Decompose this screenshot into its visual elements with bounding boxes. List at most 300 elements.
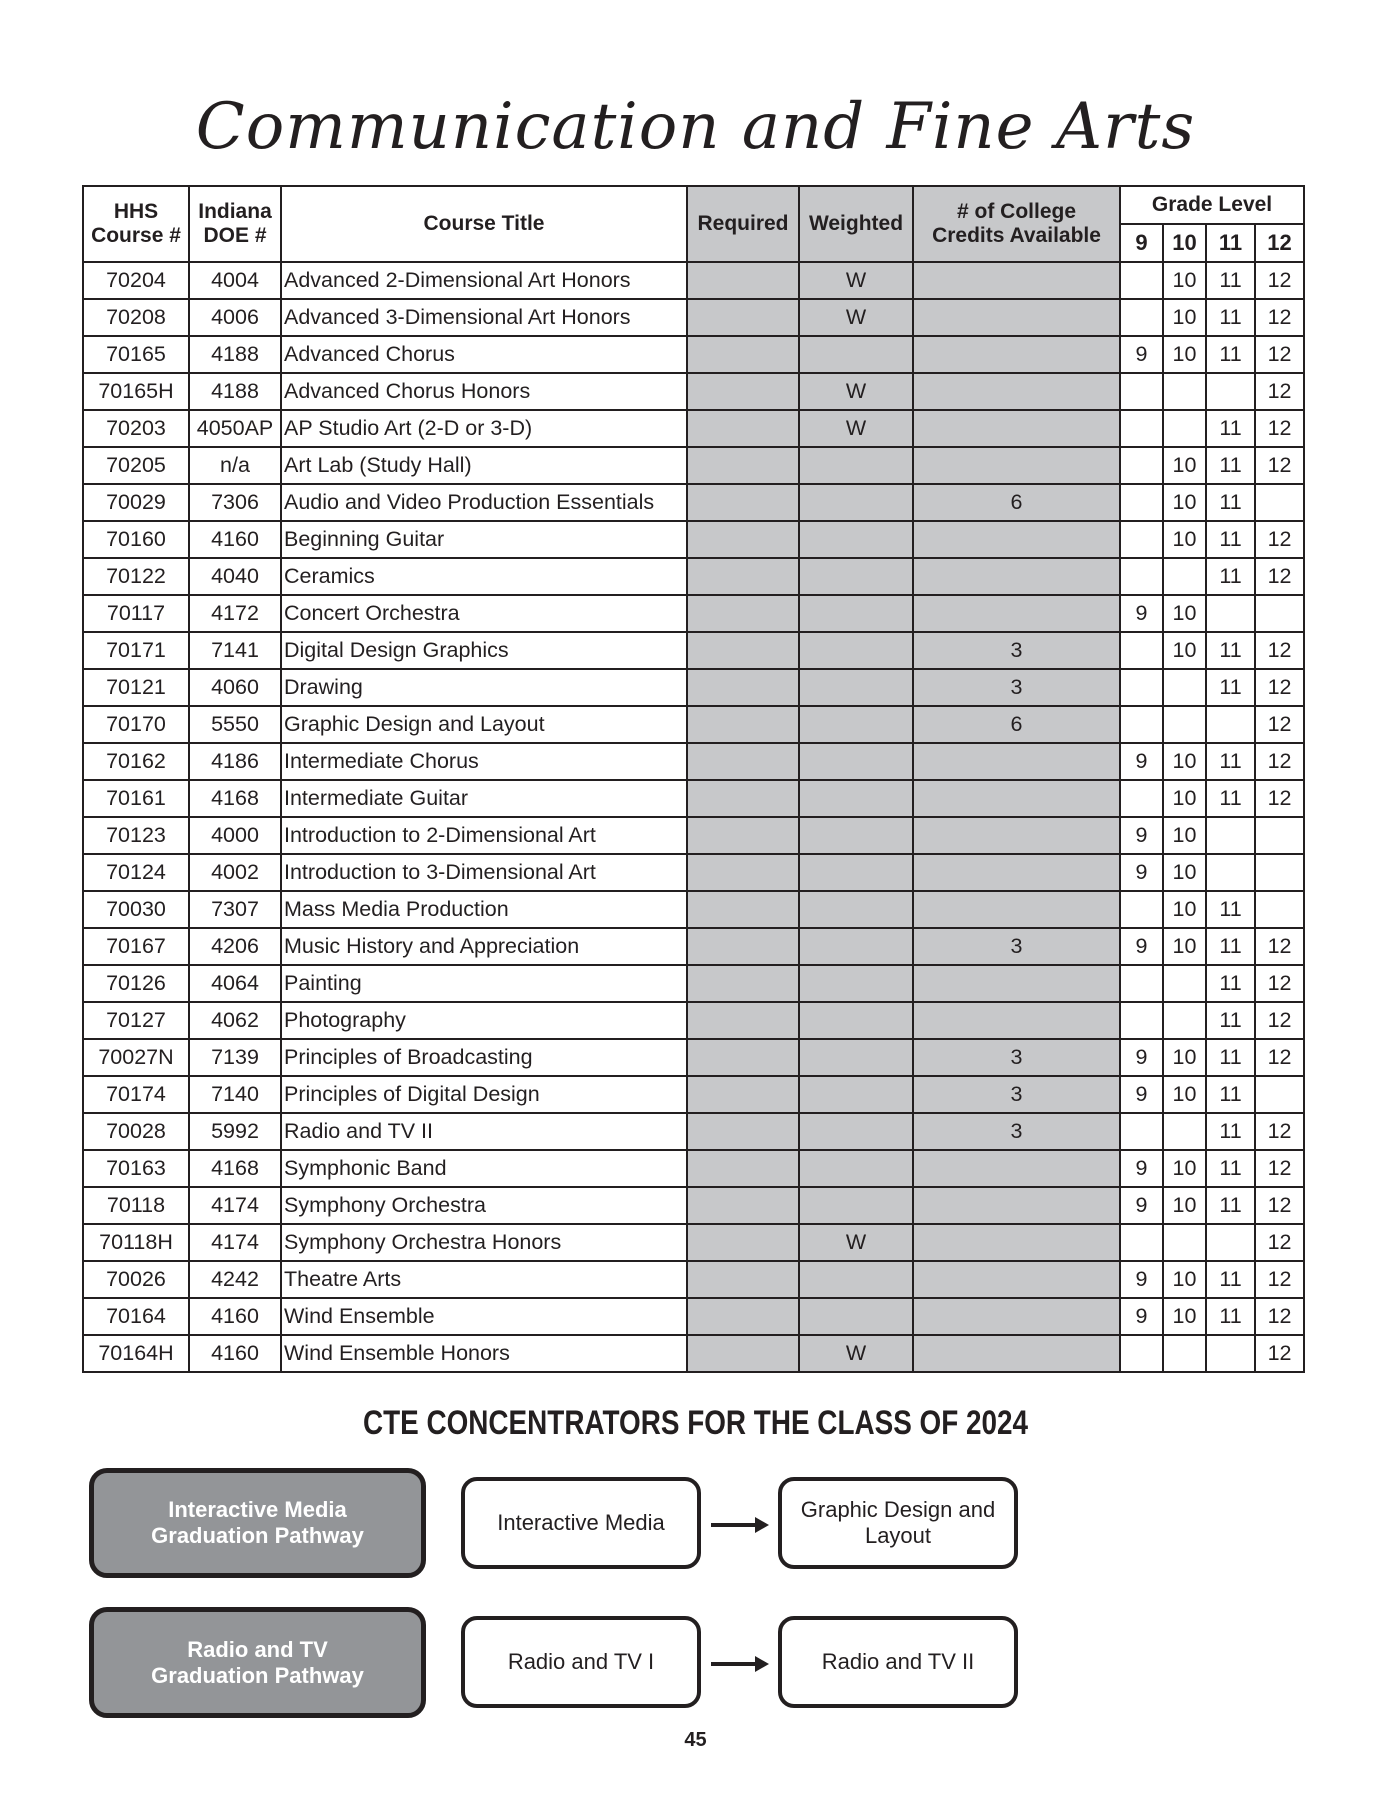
cell-grade-12: 12 bbox=[1255, 447, 1304, 484]
cell-grade-9: 9 bbox=[1120, 1261, 1163, 1298]
cell-grade-12: 12 bbox=[1255, 1335, 1304, 1372]
cell-grade-9: 9 bbox=[1120, 1187, 1163, 1224]
table-row bbox=[83, 484, 1304, 521]
cell-grade-10: 10 bbox=[1163, 336, 1206, 373]
cell-required bbox=[687, 484, 799, 521]
cell-hhs-course: 70118 bbox=[83, 1187, 189, 1224]
cell-grade-12: 12 bbox=[1255, 410, 1304, 447]
cell-course-title: Radio and TV II bbox=[281, 1113, 687, 1150]
cell-course-title: Symphonic Band bbox=[281, 1150, 687, 1187]
cell-grade-9 bbox=[1120, 262, 1163, 299]
cell-doe: 4000 bbox=[189, 817, 281, 854]
cell-required bbox=[687, 373, 799, 410]
cell-grade-10: 10 bbox=[1163, 928, 1206, 965]
cell-grade-11: 11 bbox=[1206, 521, 1255, 558]
cell-grade-12: 12 bbox=[1255, 669, 1304, 706]
cell-required bbox=[687, 558, 799, 595]
cell-grade-12: 12 bbox=[1255, 373, 1304, 410]
cell-weighted bbox=[799, 484, 913, 521]
cell-hhs-course: 70164 bbox=[83, 1298, 189, 1335]
pathway-label-line: Interactive Media bbox=[168, 1497, 347, 1522]
cell-hhs-course: 70161 bbox=[83, 780, 189, 817]
table-row bbox=[83, 1187, 1304, 1224]
cell-required bbox=[687, 410, 799, 447]
cell-doe: 4188 bbox=[189, 336, 281, 373]
cell-grade-9 bbox=[1120, 1002, 1163, 1039]
cell-credits bbox=[913, 965, 1120, 1002]
cell-doe: n/a bbox=[189, 447, 281, 484]
cell-grade-11: 11 bbox=[1206, 558, 1255, 595]
cell-hhs-course: 70167 bbox=[83, 928, 189, 965]
cell-grade-9 bbox=[1120, 1224, 1163, 1261]
cell-grade-11: 11 bbox=[1206, 1150, 1255, 1187]
cell-grade-11: 11 bbox=[1206, 262, 1255, 299]
cell-required bbox=[687, 299, 799, 336]
cell-grade-12: 12 bbox=[1255, 706, 1304, 743]
cell-course-title: Photography bbox=[281, 1002, 687, 1039]
cell-grade-12 bbox=[1255, 1076, 1304, 1113]
cell-credits bbox=[913, 410, 1120, 447]
cell-doe: 4050AP bbox=[189, 410, 281, 447]
cell-grade-10 bbox=[1163, 1224, 1206, 1261]
cell-course-title: Principles of Broadcasting bbox=[281, 1039, 687, 1076]
cell-course-title: Beginning Guitar bbox=[281, 521, 687, 558]
cell-weighted bbox=[799, 743, 913, 780]
cell-grade-12 bbox=[1255, 484, 1304, 521]
cell-weighted bbox=[799, 1298, 913, 1335]
cell-doe: 4040 bbox=[189, 558, 281, 595]
cell-doe: 4060 bbox=[189, 669, 281, 706]
cell-doe: 4064 bbox=[189, 965, 281, 1002]
table-row bbox=[83, 1335, 1304, 1372]
cell-weighted bbox=[799, 1039, 913, 1076]
course-box-graphic-design-layout bbox=[778, 1477, 1018, 1569]
cell-hhs-course: 70160 bbox=[83, 521, 189, 558]
cell-grade-10 bbox=[1163, 410, 1206, 447]
cell-credits: 3 bbox=[913, 1113, 1120, 1150]
cell-grade-11 bbox=[1206, 373, 1255, 410]
cell-hhs-course: 70205 bbox=[83, 447, 189, 484]
cte-section-title: CTE CONCENTRATORS FOR THE CLASS OF 2024 bbox=[362, 1404, 1029, 1442]
cell-required bbox=[687, 632, 799, 669]
cell-grade-11: 11 bbox=[1206, 1187, 1255, 1224]
cell-grade-11: 11 bbox=[1206, 410, 1255, 447]
cell-weighted bbox=[799, 1187, 913, 1224]
cell-grade-11: 11 bbox=[1206, 484, 1255, 521]
table-row bbox=[83, 1224, 1304, 1261]
table-row bbox=[83, 521, 1304, 558]
cell-doe: 4188 bbox=[189, 373, 281, 410]
header-line: # of College bbox=[956, 200, 1077, 223]
table-row bbox=[83, 817, 1304, 854]
cell-credits: 3 bbox=[913, 1076, 1120, 1113]
table-row bbox=[83, 780, 1304, 817]
cell-required bbox=[687, 1224, 799, 1261]
cell-doe: 7307 bbox=[189, 891, 281, 928]
table-row bbox=[83, 447, 1304, 484]
cell-grade-10 bbox=[1163, 1335, 1206, 1372]
header-grade-level: Grade Level bbox=[1120, 186, 1304, 224]
cell-weighted: W bbox=[799, 1224, 913, 1261]
cell-doe: 7306 bbox=[189, 484, 281, 521]
cell-course-title: Advanced Chorus bbox=[281, 336, 687, 373]
table-row bbox=[83, 1039, 1304, 1076]
cell-required bbox=[687, 1261, 799, 1298]
cell-course-title: Drawing bbox=[281, 669, 687, 706]
cell-course-title: Mass Media Production bbox=[281, 891, 687, 928]
cell-doe: 4242 bbox=[189, 1261, 281, 1298]
cell-grade-10: 10 bbox=[1163, 1039, 1206, 1076]
cell-weighted bbox=[799, 706, 913, 743]
pathway-box-radio-tv bbox=[89, 1607, 426, 1718]
table-row bbox=[83, 558, 1304, 595]
cell-required bbox=[687, 780, 799, 817]
header-credits bbox=[913, 186, 1120, 262]
course-box-label: Radio and TV I bbox=[507, 1649, 655, 1674]
cell-required bbox=[687, 1187, 799, 1224]
cell-weighted bbox=[799, 965, 913, 1002]
cell-doe: 4004 bbox=[189, 262, 281, 299]
cell-weighted bbox=[799, 891, 913, 928]
cell-grade-12: 12 bbox=[1255, 1298, 1304, 1335]
cell-weighted: W bbox=[799, 1335, 913, 1372]
table-row bbox=[83, 743, 1304, 780]
cell-grade-9 bbox=[1120, 484, 1163, 521]
cell-course-title: Intermediate Guitar bbox=[281, 780, 687, 817]
cell-course-title: Ceramics bbox=[281, 558, 687, 595]
course-box-interactive-media bbox=[461, 1477, 701, 1569]
cell-required bbox=[687, 928, 799, 965]
table-row bbox=[83, 1261, 1304, 1298]
cell-weighted bbox=[799, 928, 913, 965]
cell-credits: 6 bbox=[913, 484, 1120, 521]
cell-hhs-course: 70171 bbox=[83, 632, 189, 669]
cell-credits bbox=[913, 1187, 1120, 1224]
cell-grade-9 bbox=[1120, 299, 1163, 336]
cell-grade-12: 12 bbox=[1255, 780, 1304, 817]
header-grade-10: 10 bbox=[1163, 224, 1206, 262]
cell-credits bbox=[913, 817, 1120, 854]
cell-grade-10: 10 bbox=[1163, 743, 1206, 780]
header-grade-9: 9 bbox=[1120, 224, 1163, 262]
header-line: HHS bbox=[113, 200, 159, 223]
cell-grade-10: 10 bbox=[1163, 521, 1206, 558]
cell-required bbox=[687, 336, 799, 373]
table-row bbox=[83, 928, 1304, 965]
cell-grade-11: 11 bbox=[1206, 336, 1255, 373]
cell-grade-12: 12 bbox=[1255, 965, 1304, 1002]
cell-grade-9 bbox=[1120, 706, 1163, 743]
cell-doe: 4160 bbox=[189, 1298, 281, 1335]
cell-grade-11: 11 bbox=[1206, 1076, 1255, 1113]
cell-required bbox=[687, 891, 799, 928]
cell-grade-10: 10 bbox=[1163, 817, 1206, 854]
cell-weighted: W bbox=[799, 373, 913, 410]
cell-doe: 4168 bbox=[189, 1150, 281, 1187]
cell-credits bbox=[913, 1335, 1120, 1372]
cell-grade-10: 10 bbox=[1163, 854, 1206, 891]
cell-hhs-course: 70165H bbox=[83, 373, 189, 410]
cell-required bbox=[687, 1076, 799, 1113]
cell-course-title: Digital Design Graphics bbox=[281, 632, 687, 669]
cell-hhs-course: 70163 bbox=[83, 1150, 189, 1187]
cell-doe: 5550 bbox=[189, 706, 281, 743]
cell-grade-11: 11 bbox=[1206, 632, 1255, 669]
cell-doe: 7139 bbox=[189, 1039, 281, 1076]
cell-hhs-course: 70027N bbox=[83, 1039, 189, 1076]
cell-doe: 4062 bbox=[189, 1002, 281, 1039]
cell-credits bbox=[913, 447, 1120, 484]
table-row bbox=[83, 632, 1304, 669]
cell-credits bbox=[913, 1298, 1120, 1335]
cell-course-title: Advanced Chorus Honors bbox=[281, 373, 687, 410]
page-number: 45 bbox=[684, 1729, 707, 1751]
cell-weighted: W bbox=[799, 410, 913, 447]
cell-grade-11 bbox=[1206, 854, 1255, 891]
header-line: Indiana bbox=[198, 200, 272, 223]
cell-grade-10: 10 bbox=[1163, 891, 1206, 928]
cell-credits bbox=[913, 1261, 1120, 1298]
cell-grade-11: 11 bbox=[1206, 669, 1255, 706]
cell-grade-11: 11 bbox=[1206, 1261, 1255, 1298]
cell-doe: 4186 bbox=[189, 743, 281, 780]
cell-grade-9 bbox=[1120, 521, 1163, 558]
cell-credits bbox=[913, 1150, 1120, 1187]
cell-grade-10: 10 bbox=[1163, 1261, 1206, 1298]
cell-grade-11: 11 bbox=[1206, 1002, 1255, 1039]
cell-grade-10: 10 bbox=[1163, 1150, 1206, 1187]
cell-grade-9 bbox=[1120, 780, 1163, 817]
cell-course-title: Graphic Design and Layout bbox=[281, 706, 687, 743]
cell-grade-12 bbox=[1255, 817, 1304, 854]
cell-weighted bbox=[799, 595, 913, 632]
cell-grade-10 bbox=[1163, 669, 1206, 706]
header-hhs-course bbox=[83, 186, 189, 262]
cell-weighted bbox=[799, 558, 913, 595]
cell-credits bbox=[913, 743, 1120, 780]
cell-hhs-course: 70170 bbox=[83, 706, 189, 743]
cell-credits bbox=[913, 558, 1120, 595]
cell-required bbox=[687, 854, 799, 891]
cell-weighted bbox=[799, 1113, 913, 1150]
cell-grade-10 bbox=[1163, 1002, 1206, 1039]
cell-grade-10 bbox=[1163, 706, 1206, 743]
cell-weighted bbox=[799, 669, 913, 706]
cell-grade-11: 11 bbox=[1206, 447, 1255, 484]
cell-hhs-course: 70117 bbox=[83, 595, 189, 632]
cell-doe: 4168 bbox=[189, 780, 281, 817]
cell-required bbox=[687, 1113, 799, 1150]
table-row bbox=[83, 1150, 1304, 1187]
header-line: Course # bbox=[91, 224, 181, 247]
cell-required bbox=[687, 447, 799, 484]
course-table-body bbox=[83, 262, 1304, 1372]
table-row bbox=[83, 373, 1304, 410]
cell-course-title: Principles of Digital Design bbox=[281, 1076, 687, 1113]
cell-grade-10: 10 bbox=[1163, 262, 1206, 299]
cell-course-title: Audio and Video Production Essentials bbox=[281, 484, 687, 521]
cell-grade-9 bbox=[1120, 410, 1163, 447]
cell-course-title: Wind Ensemble Honors bbox=[281, 1335, 687, 1372]
cell-grade-11 bbox=[1206, 706, 1255, 743]
cell-grade-9 bbox=[1120, 558, 1163, 595]
cell-weighted: W bbox=[799, 299, 913, 336]
cell-course-title: AP Studio Art (2-D or 3-D) bbox=[281, 410, 687, 447]
header-required: Required bbox=[687, 186, 799, 262]
cell-doe: 5992 bbox=[189, 1113, 281, 1150]
cell-grade-11: 11 bbox=[1206, 891, 1255, 928]
cell-grade-9: 9 bbox=[1120, 1298, 1163, 1335]
page-title: Communication and Fine Arts bbox=[195, 90, 1196, 164]
cell-credits bbox=[913, 299, 1120, 336]
cell-grade-12 bbox=[1255, 891, 1304, 928]
cell-weighted: W bbox=[799, 262, 913, 299]
cell-doe: 4174 bbox=[189, 1224, 281, 1261]
table-row bbox=[83, 891, 1304, 928]
pathway-box-interactive-media bbox=[89, 1468, 426, 1578]
cell-grade-9 bbox=[1120, 373, 1163, 410]
cell-course-title: Advanced 2-Dimensional Art Honors bbox=[281, 262, 687, 299]
table-row bbox=[83, 1076, 1304, 1113]
cell-grade-10: 10 bbox=[1163, 1298, 1206, 1335]
cell-course-title: Symphony Orchestra Honors bbox=[281, 1224, 687, 1261]
cell-grade-9: 9 bbox=[1120, 1039, 1163, 1076]
cell-hhs-course: 70164H bbox=[83, 1335, 189, 1372]
cell-hhs-course: 70122 bbox=[83, 558, 189, 595]
cell-credits bbox=[913, 1002, 1120, 1039]
cell-grade-12: 12 bbox=[1255, 299, 1304, 336]
cell-grade-9 bbox=[1120, 1113, 1163, 1150]
course-box-radio-tv-1 bbox=[461, 1616, 701, 1708]
cell-grade-11 bbox=[1206, 1335, 1255, 1372]
cell-course-title: Introduction to 2-Dimensional Art bbox=[281, 817, 687, 854]
cell-course-title: Theatre Arts bbox=[281, 1261, 687, 1298]
cell-grade-9 bbox=[1120, 891, 1163, 928]
cell-grade-9 bbox=[1120, 965, 1163, 1002]
cell-grade-10 bbox=[1163, 965, 1206, 1002]
cell-weighted bbox=[799, 1002, 913, 1039]
cell-hhs-course: 70028 bbox=[83, 1113, 189, 1150]
cell-credits bbox=[913, 521, 1120, 558]
cell-grade-12: 12 bbox=[1255, 632, 1304, 669]
course-box-radio-tv-2 bbox=[778, 1616, 1018, 1708]
cell-grade-9: 9 bbox=[1120, 817, 1163, 854]
cell-hhs-course: 70123 bbox=[83, 817, 189, 854]
cell-doe: 4172 bbox=[189, 595, 281, 632]
cell-credits: 6 bbox=[913, 706, 1120, 743]
cell-grade-10: 10 bbox=[1163, 632, 1206, 669]
cell-grade-11: 11 bbox=[1206, 1113, 1255, 1150]
table-row bbox=[83, 1298, 1304, 1335]
cell-grade-11: 11 bbox=[1206, 928, 1255, 965]
cell-required bbox=[687, 1039, 799, 1076]
header-doe bbox=[189, 186, 281, 262]
cell-grade-12 bbox=[1255, 595, 1304, 632]
cell-grade-10 bbox=[1163, 373, 1206, 410]
cell-grade-12: 12 bbox=[1255, 521, 1304, 558]
header-line: DOE # bbox=[203, 224, 267, 247]
cell-hhs-course: 70126 bbox=[83, 965, 189, 1002]
cell-grade-11 bbox=[1206, 1224, 1255, 1261]
cell-grade-11: 11 bbox=[1206, 965, 1255, 1002]
cell-grade-10: 10 bbox=[1163, 484, 1206, 521]
cell-weighted bbox=[799, 632, 913, 669]
cell-grade-10: 10 bbox=[1163, 780, 1206, 817]
cell-credits bbox=[913, 780, 1120, 817]
cell-grade-9 bbox=[1120, 669, 1163, 706]
cell-grade-10: 10 bbox=[1163, 1076, 1206, 1113]
cell-hhs-course: 70204 bbox=[83, 262, 189, 299]
table-row bbox=[83, 1002, 1304, 1039]
cell-course-title: Introduction to 3-Dimensional Art bbox=[281, 854, 687, 891]
table-row bbox=[83, 965, 1304, 1002]
cell-credits: 3 bbox=[913, 928, 1120, 965]
cell-hhs-course: 70124 bbox=[83, 854, 189, 891]
cell-doe: 7141 bbox=[189, 632, 281, 669]
cell-required bbox=[687, 1002, 799, 1039]
cell-grade-12 bbox=[1255, 854, 1304, 891]
cell-grade-11: 11 bbox=[1206, 1039, 1255, 1076]
cell-doe: 4174 bbox=[189, 1187, 281, 1224]
cell-credits bbox=[913, 262, 1120, 299]
cell-grade-11: 11 bbox=[1206, 743, 1255, 780]
cell-grade-10 bbox=[1163, 1113, 1206, 1150]
cell-hhs-course: 70030 bbox=[83, 891, 189, 928]
cell-hhs-course: 70026 bbox=[83, 1261, 189, 1298]
header-grade-12: 12 bbox=[1255, 224, 1304, 262]
cell-weighted bbox=[799, 1261, 913, 1298]
cell-credits bbox=[913, 595, 1120, 632]
cell-required bbox=[687, 1335, 799, 1372]
cell-weighted bbox=[799, 854, 913, 891]
cell-weighted bbox=[799, 780, 913, 817]
course-table bbox=[82, 185, 1305, 1373]
cell-grade-12: 12 bbox=[1255, 1113, 1304, 1150]
cell-required bbox=[687, 1150, 799, 1187]
cell-doe: 4002 bbox=[189, 854, 281, 891]
cell-grade-9: 9 bbox=[1120, 595, 1163, 632]
cell-weighted bbox=[799, 1150, 913, 1187]
cell-weighted bbox=[799, 336, 913, 373]
cell-hhs-course: 70029 bbox=[83, 484, 189, 521]
pathway-label-line: Radio and TV bbox=[187, 1636, 328, 1662]
cell-grade-9: 9 bbox=[1120, 854, 1163, 891]
cell-credits: 3 bbox=[913, 632, 1120, 669]
cell-doe: 4160 bbox=[189, 521, 281, 558]
cell-doe: 4206 bbox=[189, 928, 281, 965]
cell-grade-11 bbox=[1206, 595, 1255, 632]
cell-grade-10: 10 bbox=[1163, 595, 1206, 632]
course-box-label-line: Graphic Design and bbox=[800, 1497, 996, 1522]
cell-doe: 4160 bbox=[189, 1335, 281, 1372]
cell-credits: 3 bbox=[913, 1039, 1120, 1076]
cell-grade-9 bbox=[1120, 447, 1163, 484]
header-grade-11: 11 bbox=[1206, 224, 1255, 262]
cell-required bbox=[687, 669, 799, 706]
cell-grade-12: 12 bbox=[1255, 928, 1304, 965]
cell-grade-10: 10 bbox=[1163, 447, 1206, 484]
cell-hhs-course: 70208 bbox=[83, 299, 189, 336]
cell-required bbox=[687, 595, 799, 632]
cell-weighted bbox=[799, 521, 913, 558]
course-box-label-line: Layout bbox=[864, 1523, 932, 1548]
cell-doe: 7140 bbox=[189, 1076, 281, 1113]
cell-required bbox=[687, 817, 799, 854]
cell-course-title: Intermediate Chorus bbox=[281, 743, 687, 780]
cell-grade-10 bbox=[1163, 558, 1206, 595]
table-row bbox=[83, 595, 1304, 632]
cell-hhs-course: 70121 bbox=[83, 669, 189, 706]
